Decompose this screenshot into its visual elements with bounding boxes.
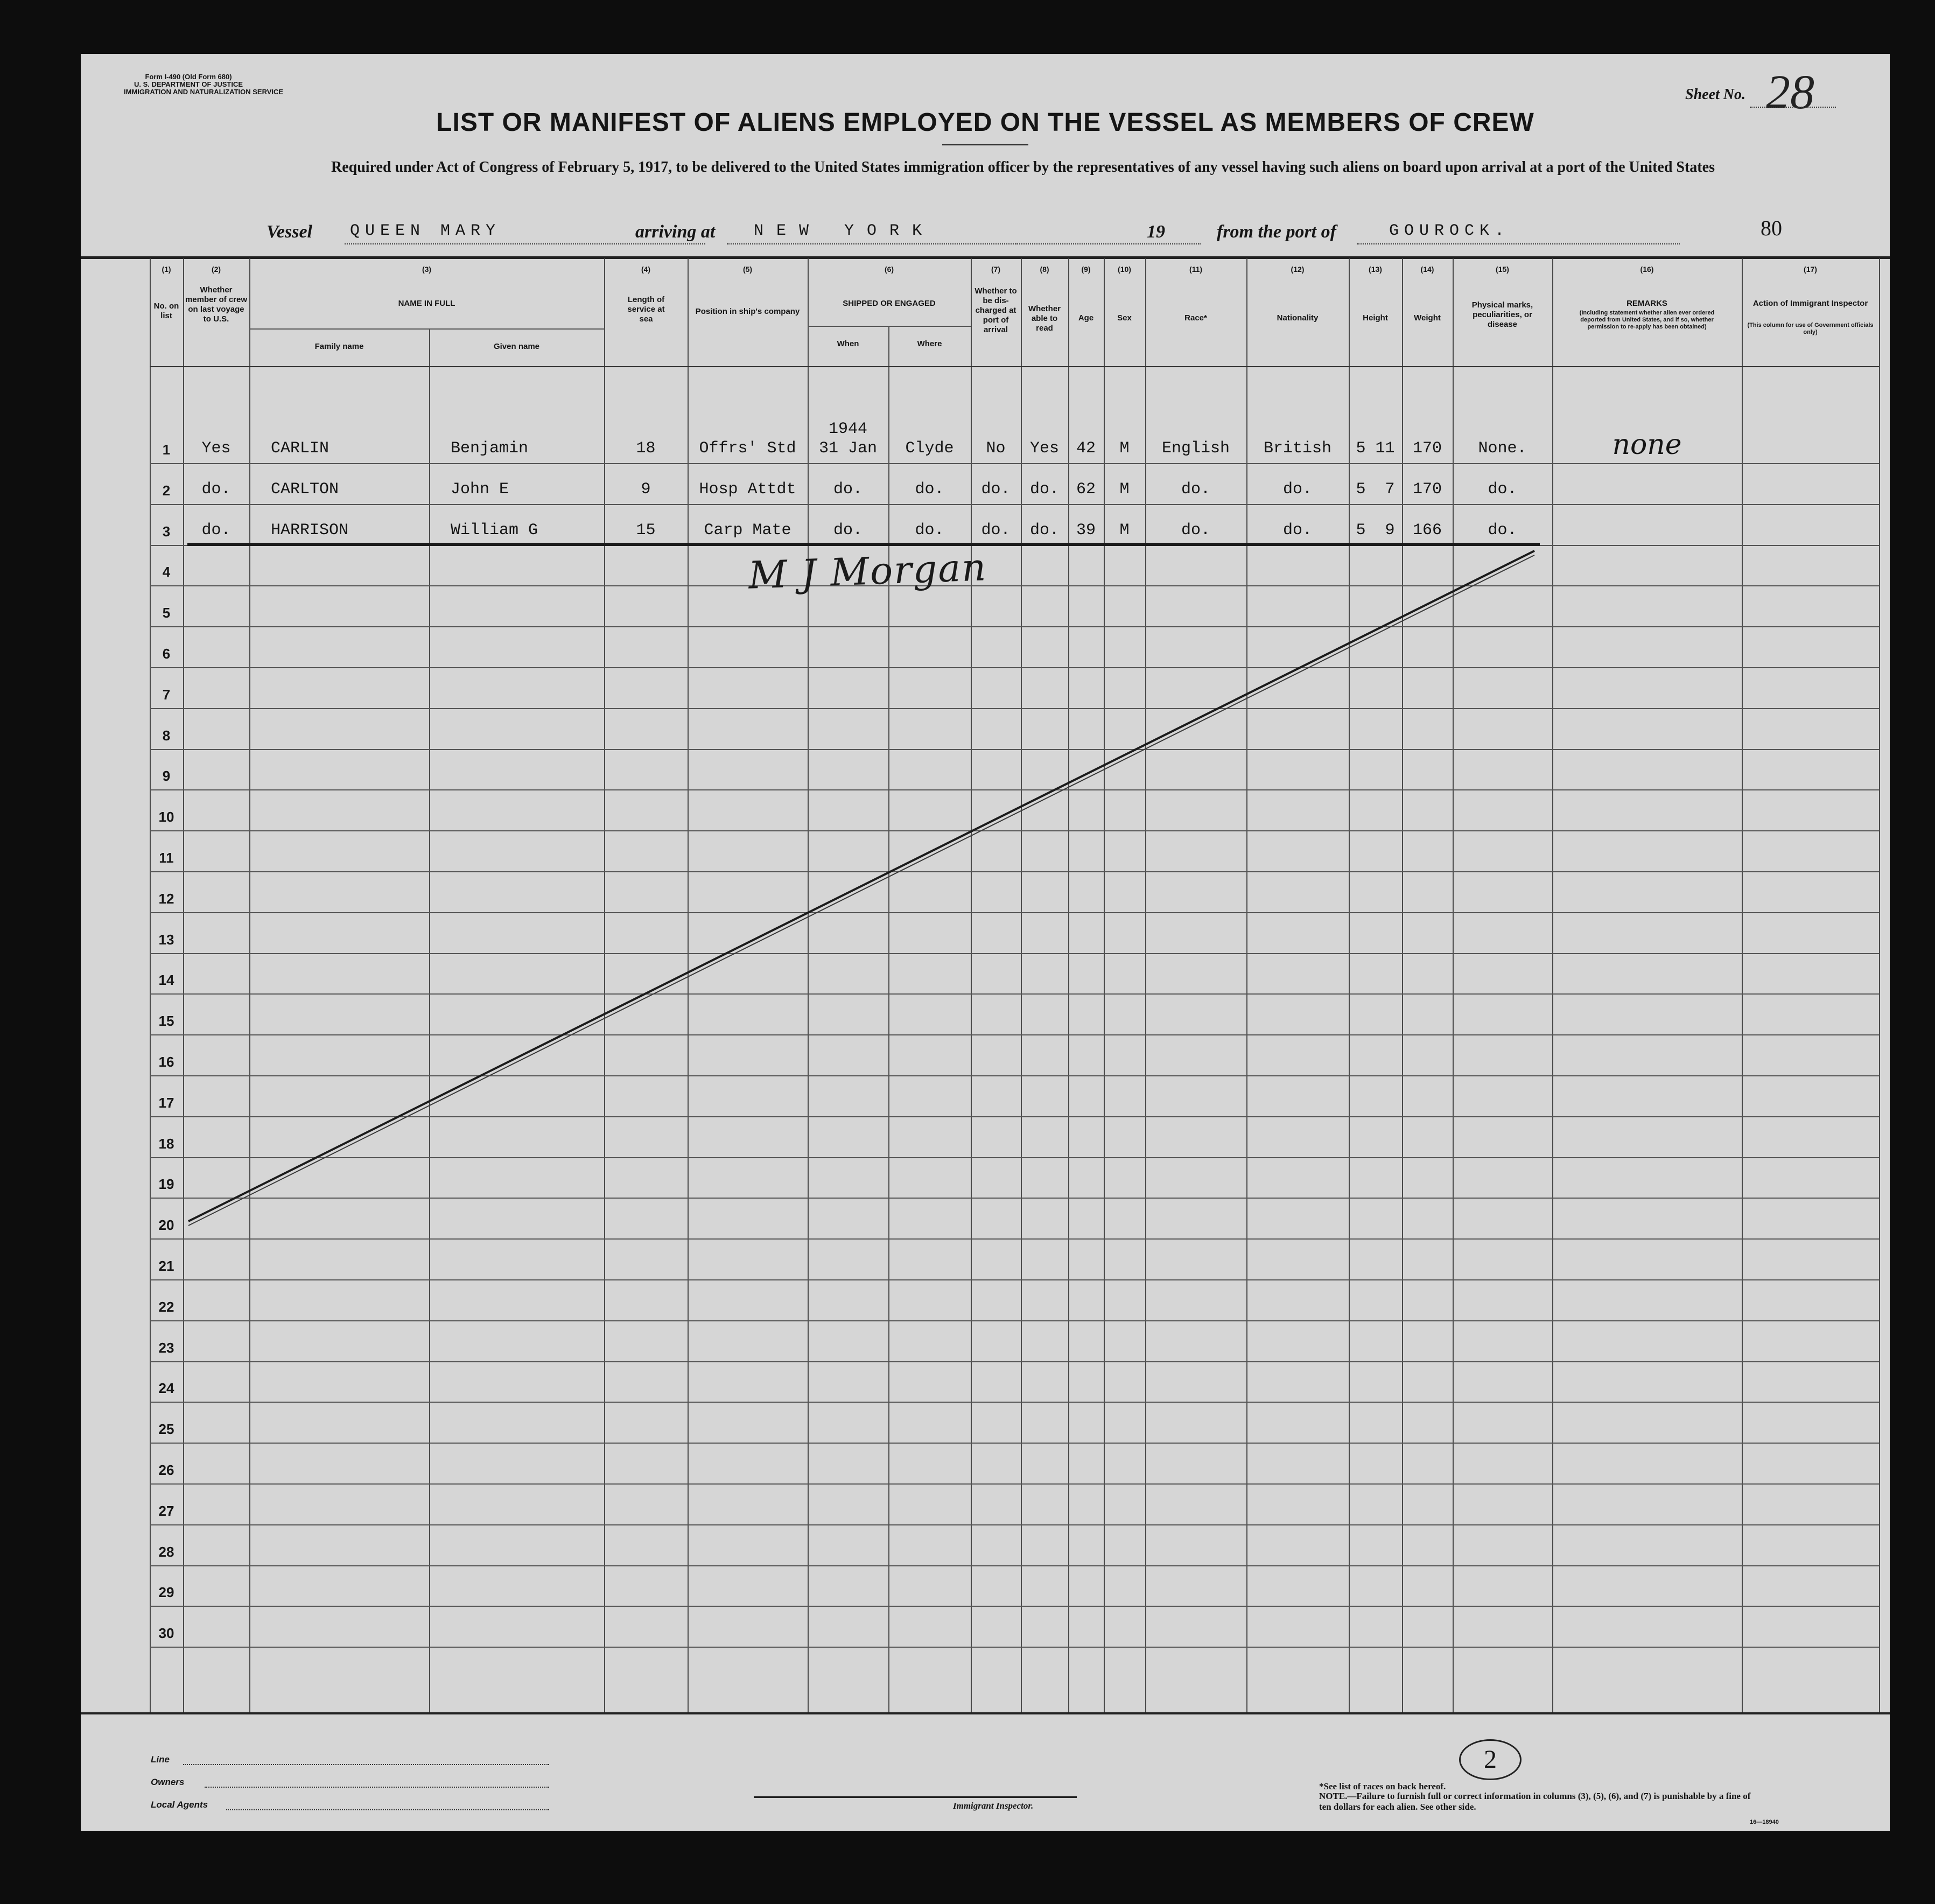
row-number: 24 [158,1380,174,1397]
row-number: 22 [158,1298,174,1315]
row-number: 14 [158,972,174,989]
strike-line [81,54,1890,1831]
year-label: 19 [1147,222,1165,242]
row-number: 19 [158,1176,174,1193]
cell-sex: M [1119,439,1130,458]
header-position: Position in ship's company [695,307,800,316]
header-name-in-full: NAME IN FULL [398,299,455,308]
column-number: (8) [1040,265,1049,274]
form-title: LIST OR MANIFEST OF ALIENS EMPLOYED ON THE VESSEL AS MEMBERS OF CREW [436,108,1534,137]
cell-age: 39 [1076,521,1096,540]
cell-given: Benjamin [451,439,529,458]
cell-race: do. [1181,480,1210,499]
from-port-label: from the port of [1217,222,1336,242]
owners-label: Owners [151,1777,185,1787]
cell-member: do. [201,480,231,499]
column-number: (3) [422,265,432,274]
column-number: (4) [641,265,651,274]
vessel-label: Vessel [267,222,312,242]
cell-service: 15 [636,521,656,540]
races-note: *See list of races on back hereof. [1319,1781,1446,1791]
page-number: 80 [1761,216,1782,240]
cell-family: CARLTON [271,480,339,499]
cell-weight: 170 [1412,439,1442,458]
row-number: 23 [158,1339,174,1356]
cell-read: Yes [1029,439,1059,458]
cell-family: HARRISON [271,521,349,540]
row-number: 27 [158,1502,174,1519]
cell-weight: 166 [1412,521,1442,540]
sheet-number: 28 [1766,66,1814,119]
cell-weight: 170 [1412,480,1442,499]
cell-read: do. [1029,480,1059,499]
row-number: 12 [158,890,174,907]
header-age: Age [1078,313,1094,323]
row-number: 13 [158,931,174,948]
row-number: 30 [158,1625,174,1642]
cell-discharged: do. [981,480,1011,499]
header-sex: Sex [1117,313,1132,323]
row-number: 29 [158,1584,174,1601]
immigrant-inspector-label: Immigrant Inspector. [953,1801,1034,1811]
cell-age: 62 [1076,480,1096,499]
arriving-label: arriving at [635,222,716,242]
manifest-sheet [81,54,1890,1831]
header-able-to-read: Whether able to read [1028,304,1061,333]
circled-number-text: 2 [1484,1745,1497,1774]
column-number: (9) [1081,265,1091,274]
cell-position: Carp Mate [704,521,791,540]
column-number: (5) [742,265,753,274]
row-number: 1 [162,442,171,458]
cell-family: CARLIN [271,439,329,458]
row-number: 6 [162,646,171,662]
cell-marks: do. [1488,521,1517,540]
cell-where: do. [915,521,944,540]
header-race: Race* [1184,313,1207,323]
row-number: 11 [159,850,174,866]
cell-race: do. [1181,521,1210,540]
column-number: (1) [162,265,171,274]
cell-member: Yes [201,439,231,458]
cell-position: Hosp Attdt [699,480,796,499]
header-nationality: Nationality [1277,313,1319,323]
header-remarks: REMARKS [1626,299,1667,308]
row-number: 26 [158,1462,174,1478]
header-length-of-service: Length of service at sea [627,295,665,324]
row-number: 7 [162,686,171,703]
column-number: (15) [1496,265,1509,274]
column-number: (2) [211,265,221,274]
row-number: 25 [158,1421,174,1438]
sheet-number-label: Sheet No. [1685,86,1745,103]
cell-marks: None. [1478,439,1527,458]
form-subtitle: Required under Act of Congress of February 5, 1917, to be delivered to the United States immigration officer by the representatives of any vessel having such aliens on board upon arrival at a port of the United States [331,159,1715,176]
row-number: 9 [162,768,171,785]
cell-where: Clyde [905,439,954,458]
header-remarks-note: (Including statement whether alien ever ordered deported from United States, and if so, whether permission to re-apply has been obtained) [1579,310,1715,330]
arriving-port: NEW YORK [754,222,935,240]
row-number: 5 [162,605,171,621]
column-number: (14) [1420,265,1434,274]
header-discharged: Whether to be dis-charged at port of arrival [974,286,1017,334]
header-inspector-note: (This column for use of Government officials only) [1747,322,1874,335]
header-family-name: Family name [314,342,364,351]
header-when: When [837,339,859,348]
cell-age: 42 [1076,439,1096,458]
header-weight: Weight [1414,313,1441,323]
cell-height: 5 7 [1356,480,1395,499]
header-given-name: Given name [493,342,540,351]
service-name: IMMIGRATION AND NATURALIZATION SERVICE [124,88,284,96]
cell-given: John E [451,480,509,499]
cell-race: English [1161,439,1230,458]
crew-table [81,54,1890,1831]
row-number: 18 [158,1135,174,1152]
row-number: 16 [158,1054,174,1070]
cell-service: 18 [636,439,656,458]
penalty-note: NOTE.—Failure to furnish full or correct information in columns (3), (5), (6), and (7) is punishable by a fine of ten dollars for each alien. See other side. [1319,1791,1751,1812]
row-number: 3 [162,523,171,540]
cell-nationality: do. [1282,521,1312,540]
header-inspector-action: Action of Immigrant Inspector [1752,299,1868,308]
cell-member: do. [201,521,231,540]
row-number: 17 [158,1094,174,1111]
column-number: (17) [1804,265,1817,274]
cell-discharged: No [986,439,1006,458]
signature: M J Morgan [747,545,988,598]
department-name: U. S. DEPARTMENT OF JUSTICE [134,80,243,88]
column-number: (16) [1640,265,1654,274]
cell-when: 31 Jan [818,439,878,458]
cell-where: do. [915,480,944,499]
cell-given: William G [451,521,538,540]
cell-when: do. [833,480,863,499]
cell-read: do. [1029,521,1059,540]
line-label: Line [151,1754,170,1765]
header-height: Height [1363,313,1388,323]
row-number: 4 [162,564,171,580]
row-number: 28 [158,1543,174,1560]
header-physical-marks: Physical marks, peculiarities, or disease [1471,300,1533,329]
header-shipped-or-engaged: SHIPPED OR ENGAGED [843,299,936,308]
print-code: 16—18940 [1750,1819,1779,1825]
cell-when: do. [833,521,863,540]
cell-height: 5 9 [1356,521,1395,540]
row-number: 2 [162,482,171,499]
column-number: (6) [884,265,894,274]
circled-number [1459,1739,1522,1780]
header-crew-last-voyage: Whether member of crew on last voyage to U.S. [185,285,248,324]
vessel-name: QUEEN MARY [350,222,501,240]
row-number: 10 [158,809,174,825]
cell-sex: M [1119,480,1130,499]
row-number: 20 [158,1217,174,1234]
cell-position: Offrs' Std [699,439,796,458]
header-no-on-list: No. on list [153,302,179,320]
column-number: (10) [1118,265,1131,274]
column-number: (7) [991,265,1001,274]
column-number: (12) [1291,265,1305,274]
cell-remarks: none [1612,429,1682,461]
cell-marks: do. [1488,480,1517,499]
cell-nationality: do. [1282,480,1312,499]
row-number: 8 [162,727,171,744]
local-agents-label: Local Agents [151,1800,208,1810]
cell-discharged: do. [981,521,1011,540]
header-where: Where [917,339,942,348]
cell-service: 9 [641,480,651,499]
row-number: 15 [158,1013,174,1030]
column-number: (11) [1189,265,1203,274]
cell-year: 1944 [828,420,867,438]
from-port: GOUROCK. [1389,222,1510,240]
column-number: (13) [1369,265,1382,274]
cell-height: 5 11 [1356,439,1395,458]
form-number: Form I-490 (Old Form 680) [145,73,232,81]
cell-nationality: British [1263,439,1332,458]
row-number: 21 [158,1258,174,1274]
cell-sex: M [1119,521,1130,540]
